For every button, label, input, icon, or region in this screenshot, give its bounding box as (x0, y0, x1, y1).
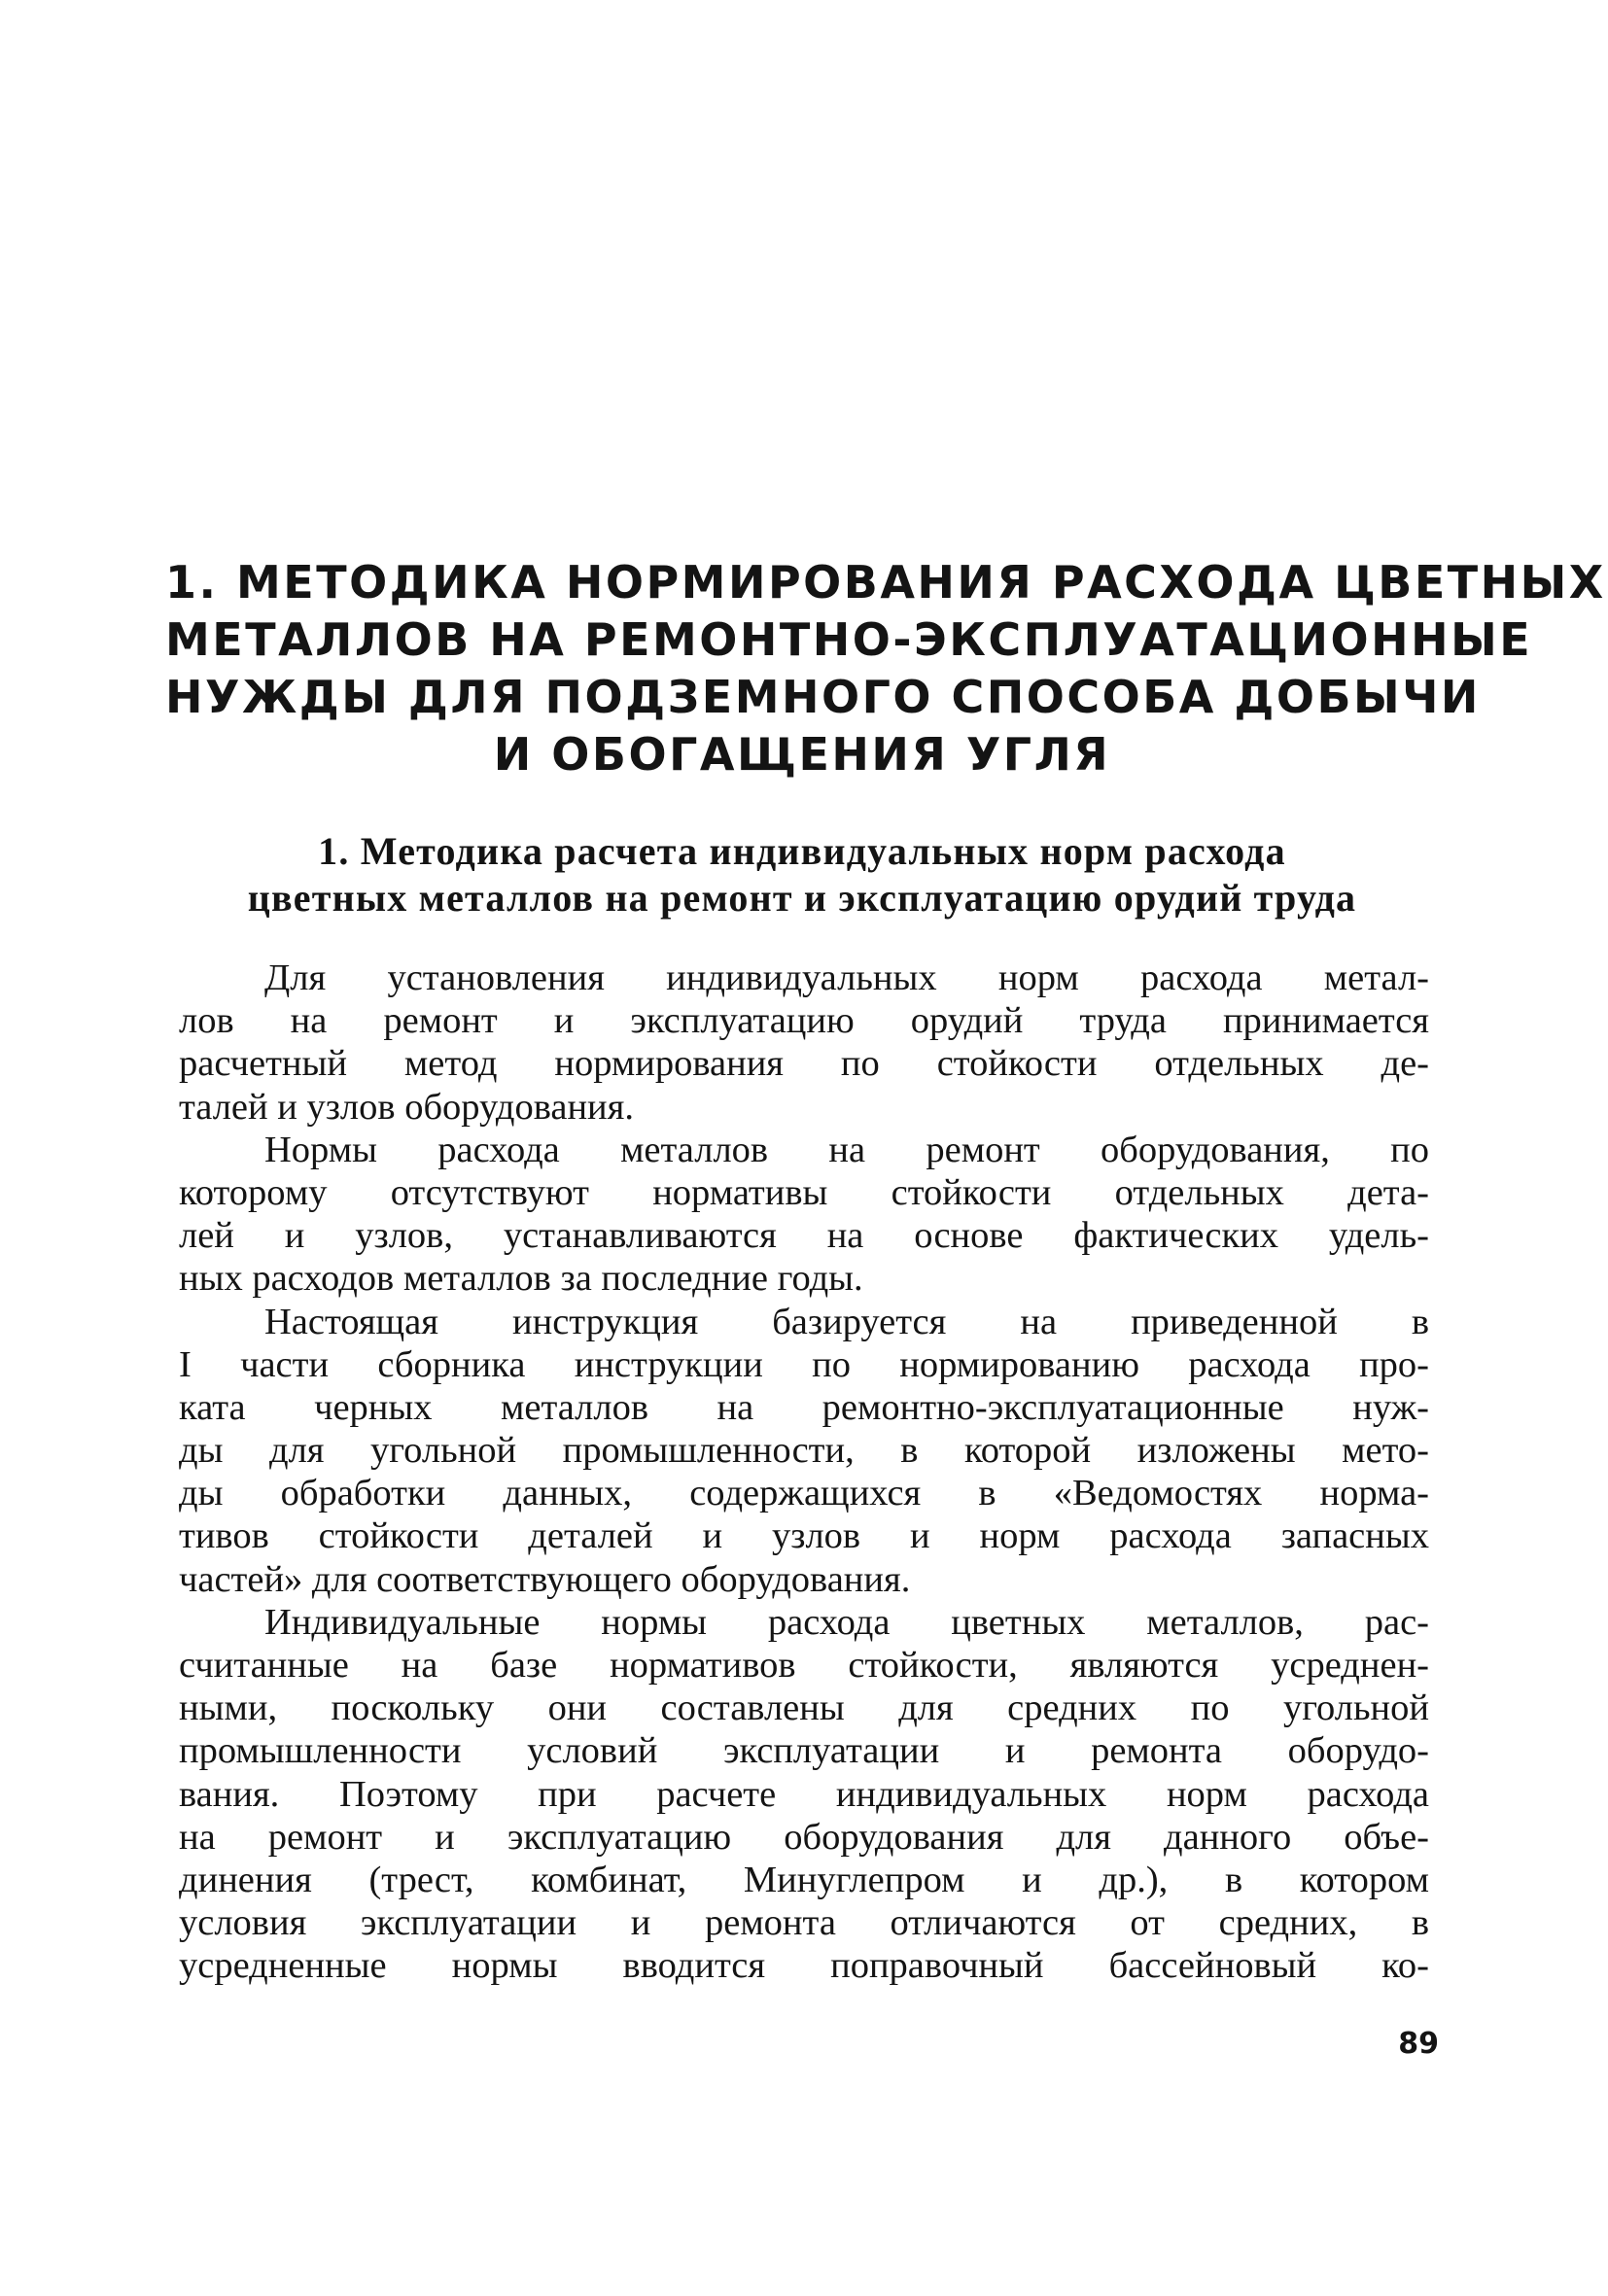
text-line: ды для угольной промышленности, в которой изложены мето- (179, 1430, 1429, 1472)
text-line: условия эксплуатации и ремонта отличаются от средних, в (179, 1902, 1429, 1944)
chapter-title-line: 1. МЕТОДИКА НОРМИРОВАНИЯ РАСХОДА ЦВЕТНЫХ (165, 556, 1606, 609)
text-line: Настоящая инструкция базируется на приведенной в (264, 1301, 1429, 1342)
paragraph (179, 1129, 1429, 1301)
text-line: расчетный метод нормирования по стойкости отдельных де- (179, 1043, 1429, 1085)
text-line: I части сборника инструкции по нормированию расхода про- (179, 1343, 1429, 1385)
text-line: ных расходов металлов за последние годы. (179, 1258, 863, 1300)
text-line: Нормы расхода металлов на ремонт оборудования, по (264, 1129, 1429, 1170)
text-line: лов на ремонт и эксплуатацию орудий труда принимается (179, 1000, 1429, 1042)
text-line: талей и узлов оборудования. (179, 1086, 634, 1128)
text-line: динения (трест, комбинат, Минуглепром и др.), в котором (179, 1859, 1429, 1900)
text-line: ды обработки данных, содержащихся в «Ведомостях норма- (179, 1473, 1429, 1514)
text-line: Индивидуальные нормы расхода цветных металлов, рас- (264, 1601, 1429, 1643)
text-line: ными, поскольку они составлены для средних по угольной (179, 1687, 1429, 1729)
body-text (179, 957, 1429, 1988)
section-title (165, 828, 1439, 922)
chapter-title-line: НУЖДЫ ДЛЯ ПОДЗЕМНОГО СПОСОБА ДОБЫЧИ (165, 671, 1481, 723)
text-line: лей и узлов, устанавливаются на основе фактических удель- (179, 1215, 1429, 1257)
text-line: на ремонт и эксплуатацию оборудования для данного объе- (179, 1816, 1429, 1858)
text-line: считанные на базе нормативов стойкости, являются усреднен- (179, 1645, 1429, 1686)
text-line: частей» для соответствующего оборудования. (179, 1558, 911, 1600)
text-line: промышленности условий эксплуатации и ремонта оборудо- (179, 1730, 1429, 1772)
paragraph (179, 1301, 1429, 1601)
chapter-title-line: МЕТАЛЛОВ НА РЕМОНТНО-ЭКСПЛУАТАЦИОННЫЕ (165, 613, 1533, 666)
chapter-title (165, 554, 1606, 783)
chapter-title-line: И ОБОГАЩЕНИЯ УГЛЯ (493, 728, 1111, 781)
text-line: ката черных металлов на ремонтно-эксплуатационные нуж- (179, 1386, 1429, 1428)
paragraph (179, 957, 1429, 1129)
text-line: тивов стойкости деталей и узлов и норм расхода запасных (179, 1515, 1429, 1557)
page-number: 89 (1398, 2027, 1439, 2061)
text-line: Для установления индивидуальных норм расхода метал- (264, 957, 1429, 998)
paragraph (179, 1601, 1429, 1988)
section-title-line: 1. Методика расчета индивидуальных норм расхода (318, 829, 1286, 873)
section-title-line: цветных металлов на ремонт и эксплуатацию орудий труда (247, 876, 1357, 920)
text-line: которому отсутствуют нормативы стойкости отдельных дета- (179, 1171, 1429, 1213)
text-line: усредненные нормы вводится поправочный бассейновый ко- (179, 1945, 1429, 1987)
text-line: вания. Поэтому при расчете индивидуальных норм расхода (179, 1773, 1429, 1815)
